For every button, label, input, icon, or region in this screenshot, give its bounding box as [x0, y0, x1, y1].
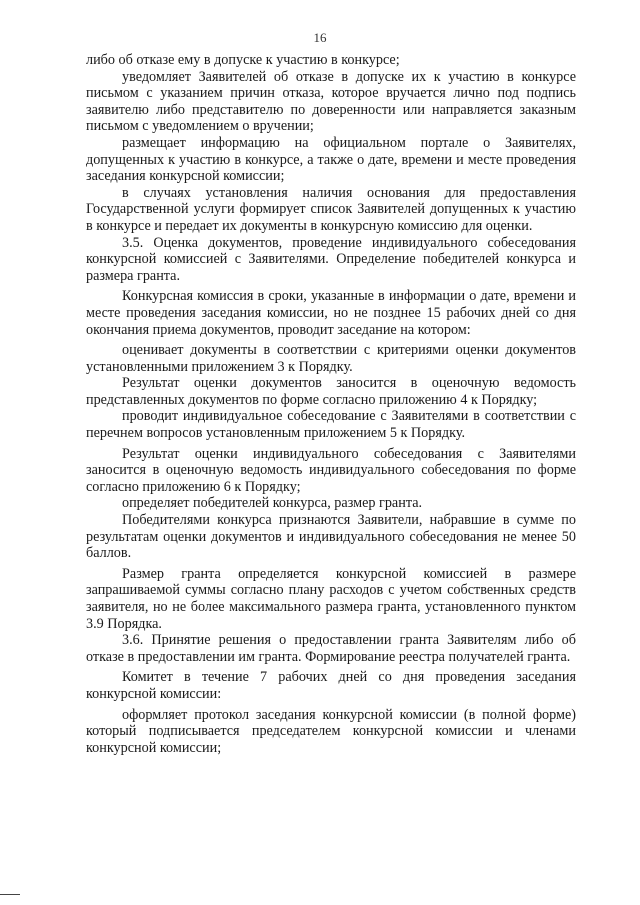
scan-edge-mark	[0, 894, 20, 895]
section-heading-3-6: 3.6. Принятие решения о предоставлении гранта Заявителям либо об отказе в предоставлении им гранта. Формирование реестра получателей гранта.	[86, 632, 576, 665]
document-body	[86, 52, 576, 756]
paragraph: Комитет в течение 7 рабочих дней со дня проведения заседания конкурсной комиссии:	[86, 669, 576, 702]
paragraph: либо об отказе ему в допуске к участию в конкурсе;	[86, 52, 400, 68]
paragraph: Результат оценки индивидуального собеседования с Заявителями заносится в оценочную ведомость индивидуального собеседования по форме согласно приложению 6 к Порядку;	[86, 445, 576, 495]
section-heading-3-5: 3.5. Оценка документов, проведение индивидуального собеседования конкурсной комиссией с Заявителями. Определение победителей конкурса и размера гранта.	[86, 234, 576, 284]
paragraph: проводит индивидуальное собеседование с Заявителями в соответствии с перечнем вопросов установленным приложением 5 к Порядку.	[86, 408, 576, 442]
paragraph: размещает информацию на официальном портале о Заявителях, допущенных к участию в конкурсе, а также о дате, времени и месте проведения заседания конкурсной комиссии;	[86, 134, 576, 185]
paragraph: уведомляет Заявителей об отказе в допуске их к участию в конкурсе письмом с указанием причин отказа, которое вручается лично под подпись заявителю либо представителю по доверенности или направляется заказным письмом с уведомлением о вручении;	[86, 68, 576, 135]
page-number: 16	[313, 30, 327, 45]
paragraph: Конкурсная комиссия в сроки, указанные в информации о дате, времени и месте проведения заседания комиссии, но не позднее 15 рабочих дней со дня окончания приема документов, проводит заседание на котором:	[86, 288, 576, 338]
paragraph: Победителями конкурса признаются Заявители, набравшие в сумме по результатам оценки документов и индивидуального собеседования не менее 50 баллов.	[86, 512, 576, 562]
paragraph: оформляет протокол заседания конкурсной комиссии (в полной форме) который подписывается председателем конкурсной комиссии и членами конкурсной комиссии;	[86, 706, 576, 756]
paragraph: в случаях установления наличия основания для предоставления Государственной услуги формирует список Заявителей допущенных к участию в конкурсе и передает их документы в конкурсную комиссию для оценки.	[86, 184, 576, 234]
paragraph: Размер гранта определяется конкурсной комиссией в размере запрашиваемой суммы согласно плану расходов с учетом собственных средств заявителя, но не более максимального размера гранта, установленного пунктом 3.9 Порядка.	[86, 565, 576, 632]
paragraph: Результат оценки документов заносится в оценочную ведомость представленных документов по форме согласно приложению 4 к Порядку;	[86, 375, 576, 408]
paragraph: определяет победителей конкурса, размер гранта.	[122, 495, 423, 512]
paragraph: оценивает документы в соответствии с критериями оценки документов установленными приложением 3 к Порядку.	[86, 342, 576, 375]
